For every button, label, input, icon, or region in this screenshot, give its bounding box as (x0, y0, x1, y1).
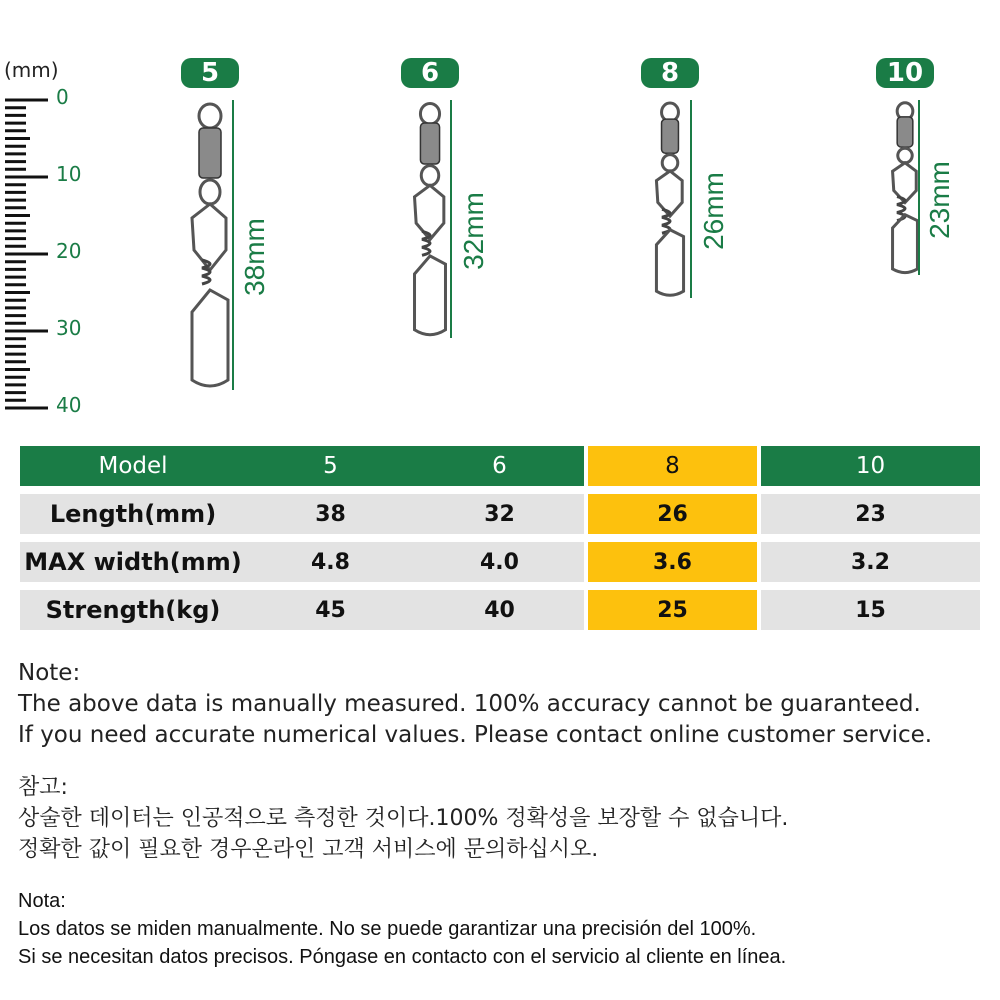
swivel-barrel (897, 117, 913, 147)
note-korean (18, 772, 788, 865)
snap-upper-loop (656, 171, 682, 216)
ruler-tick-label: 30 (56, 316, 82, 340)
swivel-top-ring (199, 104, 221, 128)
length-dimension-line (450, 100, 452, 338)
note-title: Note: (18, 660, 81, 686)
ruler-unit-label: (mm) (4, 58, 59, 82)
table-cell: 40 (415, 590, 584, 630)
ruler-tick-label: 0 (56, 85, 69, 109)
swivel-bottom-ring (898, 148, 912, 162)
model-badge: 6 (401, 58, 459, 88)
table-cell: 4.0 (415, 542, 584, 582)
swivel-barrel (199, 128, 221, 178)
ruler (0, 50, 110, 430)
spec-table (20, 438, 980, 638)
length-label: 23mm (924, 160, 955, 239)
table-cell: 4.8 (246, 542, 415, 582)
note-title: 참고: (18, 775, 68, 800)
header-cell: Model (20, 446, 246, 486)
row-label: Strength(kg) (20, 590, 246, 630)
note-english (18, 658, 932, 751)
row-label: Length(mm) (20, 494, 246, 534)
note-line: Los datos se miden manualmente. No se puede garantizar una precisión del 100%. (18, 918, 757, 940)
table-cell: 32 (415, 494, 584, 534)
swivel-barrel (662, 119, 679, 153)
snap-lower-loop (415, 256, 446, 335)
snap-lower-loop (192, 290, 228, 386)
note-line: Si se necesitan datos precisos. Póngase en contacto con el servicio al cliente en línea. (18, 946, 787, 968)
note-title: Nota: (18, 890, 66, 912)
header-cell: 10 (757, 446, 980, 486)
ruler-tick-label: 40 (56, 393, 82, 417)
model-badge: 8 (641, 58, 699, 88)
model-badge: 5 (181, 58, 239, 88)
note-line: The above data is manually measured. 100% accuracy cannot be guaranteed. (18, 691, 921, 717)
note-spanish (18, 887, 786, 971)
snap-lower-loop (893, 215, 918, 273)
ruler-tick-label: 20 (56, 239, 82, 263)
note-line: 상술한 데이터는 인공적으로 측정한 것이다.100% 정확성을 보장할 수 없습니다. (18, 806, 789, 831)
snap-upper-loop (415, 185, 444, 239)
swivel-snap-image (180, 100, 240, 390)
snap-upper-loop (192, 204, 226, 270)
table-cell: 38 (246, 494, 415, 534)
swivel-bottom-ring (662, 155, 678, 171)
snap-upper-loop (893, 163, 917, 203)
table-row (20, 542, 980, 582)
table-cell: 45 (246, 590, 415, 630)
note-line: 정확한 값이 필요한 경우온라인 고객 서비스에 문의하십시오. (18, 837, 599, 862)
table-header-row (20, 446, 980, 486)
table-cell-highlighted: 3.6 (584, 542, 757, 582)
row-label: MAX width(mm) (20, 542, 246, 582)
header-cell: 6 (415, 446, 584, 486)
table-cell: 15 (757, 590, 980, 630)
ruler-tick-label: 10 (56, 162, 82, 186)
model-badge: 10 (876, 58, 934, 88)
table-cell: 3.2 (757, 542, 980, 582)
note-line: If you need accurate numerical values. Please contact online customer service. (18, 722, 933, 748)
snap-lower-loop (656, 230, 683, 296)
table-row (20, 494, 980, 534)
table-cell-highlighted: 25 (584, 590, 757, 630)
swivel-bottom-ring (421, 166, 438, 186)
length-dimension-line (232, 100, 234, 390)
swivel-bottom-ring (200, 180, 220, 204)
swivel-top-ring (420, 103, 439, 124)
table-cell: 23 (757, 494, 980, 534)
header-cell-highlighted: 8 (584, 446, 757, 486)
length-label: 26mm (698, 172, 729, 250)
length-label: 38mm (239, 218, 270, 296)
length-dimension-line (918, 100, 920, 275)
length-dimension-line (690, 100, 692, 298)
table-cell-highlighted: 26 (584, 494, 757, 534)
header-cell: 5 (246, 446, 415, 486)
swivel-barrel (420, 123, 439, 164)
length-label: 32mm (458, 192, 489, 270)
table-row (20, 590, 980, 630)
